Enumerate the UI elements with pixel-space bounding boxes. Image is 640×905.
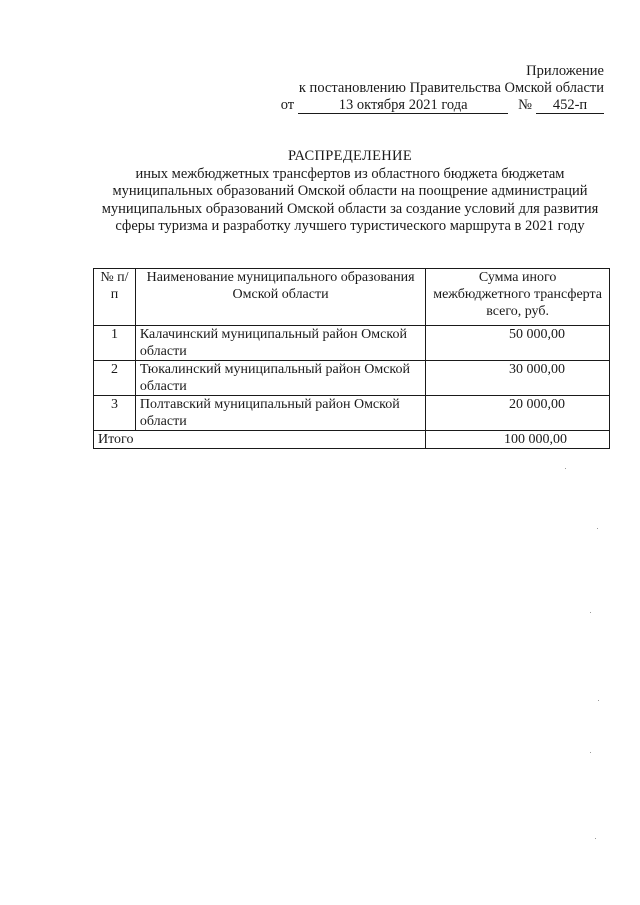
table-row xyxy=(94,326,610,361)
appendix-block xyxy=(281,63,604,114)
row-num: 3 xyxy=(94,396,136,431)
total-label: Итого xyxy=(94,431,426,449)
header-num: № п/п xyxy=(94,269,136,326)
appendix-title: Приложение xyxy=(526,63,604,79)
scan-speck xyxy=(595,838,596,839)
row-sum: 50 000,00 xyxy=(426,326,610,361)
scan-speck xyxy=(597,528,598,529)
header-name: Наименование муниципального образования Омской области xyxy=(135,269,425,326)
row-num: 1 xyxy=(94,326,136,361)
row-sum: 20 000,00 xyxy=(426,396,610,431)
appendix-date-line xyxy=(281,97,604,114)
number-value: 452-п xyxy=(536,98,604,114)
row-name: Полтавский муниципальный район Омской области xyxy=(135,396,425,431)
table-row xyxy=(94,361,610,396)
appendix-subtitle: к постановлению Правительства Омской области xyxy=(298,80,604,96)
total-sum: 100 000,00 xyxy=(426,431,610,449)
distribution-table xyxy=(93,268,610,449)
date-value: 13 октября 2021 года xyxy=(298,98,508,114)
document-heading xyxy=(90,148,610,236)
header-sum: Сумма иного межбюджетного трансферта всего, руб. xyxy=(426,269,610,326)
row-name: Калачинский муниципальный район Омской области xyxy=(135,326,425,361)
row-sum: 30 000,00 xyxy=(426,361,610,396)
scan-speck xyxy=(565,468,566,469)
table-header-row xyxy=(94,269,610,326)
row-num: 2 xyxy=(94,361,136,396)
table-total-row xyxy=(94,431,610,449)
row-name: Тюкалинский муниципальный район Омской области xyxy=(135,361,425,396)
table-row xyxy=(94,396,610,431)
scan-speck xyxy=(590,612,591,613)
scan-speck xyxy=(590,752,591,753)
document-subtitle: иных межбюджетных трансфертов из областного бюджета бюджетам муниципальных образований Омской области на поощрение администраций муниципальных образований Омской области за создание условий для развития сферы туризма и разработку лучшего туристического маршрута в 2021 году xyxy=(101,165,599,234)
number-prefix: № xyxy=(518,97,532,113)
scan-speck xyxy=(598,700,599,701)
document-title: РАСПРЕДЕЛЕНИЕ xyxy=(288,148,412,164)
date-prefix: от xyxy=(280,97,295,113)
